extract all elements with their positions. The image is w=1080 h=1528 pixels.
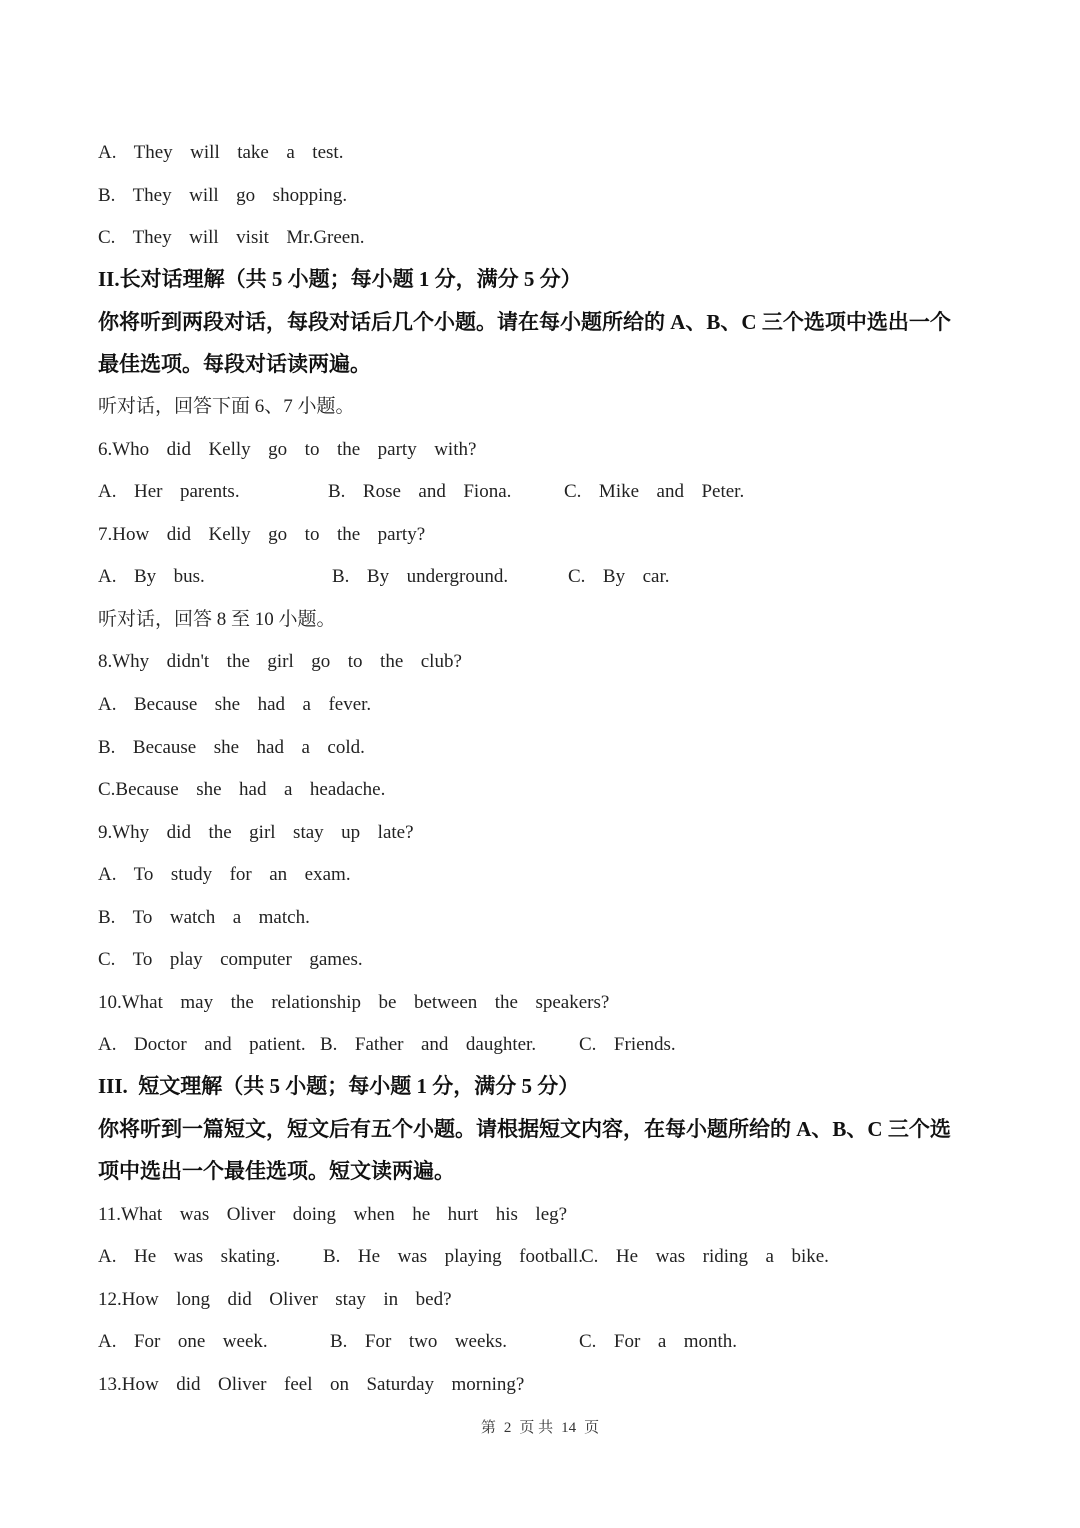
q9-option-c: C. To play computer games. [98, 949, 363, 970]
q6-option-a: A. Her parents. [98, 481, 240, 502]
section2-instruction-2: 最佳选项。每段对话读两遍。 [98, 352, 371, 376]
q6-option-c: C. Mike and Peter. [564, 481, 745, 502]
q11-option-c: C. He was riding a bike. [581, 1246, 829, 1267]
q5-option-a: A. They will take a test. [98, 142, 344, 163]
q12-option-c: C. For a month. [579, 1331, 738, 1352]
q9-option-b: B. To watch a match. [98, 907, 310, 928]
q11-stem: 11.What was Oliver doing when he hurt his leg? [98, 1204, 568, 1225]
q8-option-c: C.Because she had a headache. [98, 779, 386, 800]
footer-prefix: 第 [480, 1420, 496, 1436]
q10-options [98, 1033, 676, 1057]
q11-options [98, 1245, 829, 1269]
q12-option-a: A. For one week. [98, 1331, 268, 1352]
q7-stem: 7.How did Kelly go to the party? [98, 524, 426, 545]
page-footer [0, 1418, 1080, 1438]
q6-option-b: B. Rose and Fiona. [328, 481, 512, 502]
q6-options [98, 480, 745, 504]
q10-stem: 10.What may the relationship be between the speakers? [98, 992, 610, 1013]
footer-mid: 页 共 [519, 1420, 554, 1436]
footer-suffix: 页 [584, 1420, 600, 1436]
q9-stem: 9.Why did the girl stay up late? [98, 822, 414, 843]
q7-option-c: C. By car. [568, 566, 670, 587]
section3-instruction-2: 项中选出一个最佳选项。短文读两遍。 [98, 1159, 455, 1183]
section3-heading: III. 短文理解（共 5 小题；每小题 1 分，满分 5 分） [98, 1074, 580, 1098]
q6-stem: 6.Who did Kelly go to the party with? [98, 439, 477, 460]
q7-option-a: A. By bus. [98, 566, 205, 587]
q12-option-b: B. For two weeks. [330, 1331, 508, 1352]
q9-option-a: A. To study for an exam. [98, 864, 351, 885]
dialog2-prompt: 听对话，回答 8 至 10 小题。 [98, 609, 336, 630]
q7-option-b: B. By underground. [332, 566, 509, 587]
q5-option-c: C. They will visit Mr.Green. [98, 227, 365, 248]
q12-options [98, 1330, 738, 1354]
q8-option-b: B. Because she had a cold. [98, 737, 365, 758]
q8-option-a: A. Because she had a fever. [98, 694, 372, 715]
q11-option-a: A. He was skating. [98, 1246, 281, 1267]
q10-option-c: C. Friends. [579, 1034, 676, 1055]
q13-stem: 13.How did Oliver feel on Saturday morning? [98, 1374, 525, 1395]
footer-page-number: 2 [503, 1420, 512, 1436]
q7-options [98, 565, 670, 589]
q10-option-b: B. Father and daughter. [320, 1034, 537, 1055]
footer-total-pages: 14 [561, 1420, 577, 1436]
q10-option-a: A. Doctor and patient. [98, 1034, 306, 1055]
q11-option-b: B. He was playing football. [323, 1246, 583, 1267]
q5-option-b: B. They will go shopping. [98, 185, 348, 206]
section2-heading: II.长对话理解（共 5 小题；每小题 1 分，满分 5 分） [98, 267, 582, 291]
q8-stem: 8.Why didn't the girl go to the club? [98, 651, 462, 672]
dialog1-prompt: 听对话，回答下面 6、7 小题。 [98, 396, 355, 417]
q12-stem: 12.How long did Oliver stay in bed? [98, 1289, 452, 1310]
section2-instruction-1: 你将听到两段对话，每段对话后几个小题。请在每小题所给的 A、B、C 三个选项中选出一个 [98, 310, 951, 334]
section3-instruction-1: 你将听到一篇短文，短文后有五个小题。请根据短文内容，在每小题所给的 A、B、C 三个选 [98, 1117, 951, 1141]
